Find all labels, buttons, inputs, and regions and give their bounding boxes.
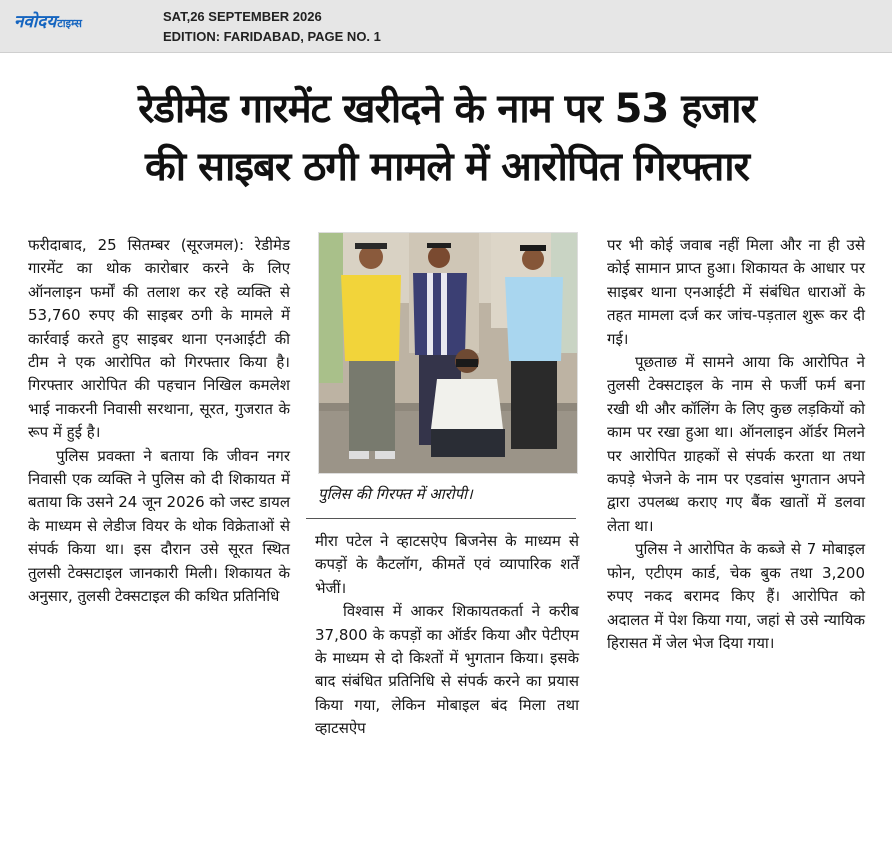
paragraph: पूछताछ में सामने आया कि आरोपित ने तुलसी टेक्सटाइल के नाम से फर्जी फर्म बना रखी थी और कॉलिंग के लिए कुछ लड़कियों को काम पर रखा हुआ था। ऑनलाइन ऑर्डर मिलने पर आरोपित ग्राहकों से संपर्क करता था तथा कपड़े भेजने के नाम पर एडवांस भुगतान अपने द्वारा उपलब्ध कराए गए बैंक खातों में डलवा लेता था।: [607, 353, 865, 535]
paragraph: विश्वास में आकर शिकायतकर्ता ने करीब 37,800 के कपड़ों का ऑर्डर किया और पेटीएम के माध्यम से दो किश्तों में भुगतान किया। इसके बाद संबंधित प्रतिनिधि से संपर्क करने का प्रयास किया गया, लेकिन मोबाइल बंद मिला तथा व्हाटसऐप: [315, 602, 579, 738]
article-column-3: [607, 234, 865, 655]
paragraph: पुलिस प्रवक्ता ने बताया कि जीवन नगर निवासी एक व्यक्ति ने पुलिस को दी शिकायत में बताया कि उसने 24 जून 2026 को जस्ट डायल के माध्यम से लेडीज वियर के थोक विक्रेताओं से संपर्क किया था। इस दौरान उसे सूरत स्थित तुलसी टेक्सटाइल जानकारी मिली। शिकायत के अनुसार, तुलसी टेक्सटाइल की कथित प्रतिनिधि: [28, 446, 290, 606]
headline-line-2: की साइबर ठगी मामले में आरोपित गिरफ्तार: [144, 144, 750, 190]
article-column-1: [28, 234, 290, 609]
article-photo: [318, 232, 578, 474]
caption-divider: [306, 518, 576, 519]
article-column-2: [315, 530, 579, 741]
logo-main-text: नवोदय: [14, 12, 57, 32]
article-headline: [22, 80, 872, 196]
logo-sub-text: टाइम्स: [57, 17, 82, 30]
epaper-header: [0, 0, 892, 53]
headline-line-1: रेडीमेड गारमेंट खरीदने के नाम पर 53 हजार: [138, 86, 756, 132]
police-arrest-photo: [319, 233, 577, 473]
newspaper-logo[interactable]: [14, 9, 82, 32]
publication-date: SAT,26 SEPTEMBER 2026: [163, 9, 322, 24]
paragraph: मीरा पटेल ने व्हाटसऐप बिजनेस के माध्यम से कपड़ों के कैटलॉग, कीमतें एवं व्यापारिक शर्तें भेजीं।: [315, 532, 579, 597]
paragraph: पुलिस ने आरोपित के कब्जे से 7 मोबाइल फोन, एटीएम कार्ड, चेक बुक तथा 3,200 रुपए नकद बरामद किए हैं। आरोपित को अदालत में पेश किया गया, जहां से उसे न्यायिक हिरासत में जेल भेज दिया गया।: [607, 540, 865, 652]
edition-info: [163, 7, 381, 47]
edition-page: EDITION: FARIDABAD, PAGE NO. 1: [163, 29, 381, 44]
paragraph: पर भी कोई जवाब नहीं मिला और ना ही उसे कोई सामान प्राप्त हुआ। शिकायत के आधार पर साइबर थाना एनआईटी में संबंधित धाराओं के तहत मामला दर्ज कर जांच-पड़ताल शुरू कर दी गई।: [607, 236, 865, 348]
photo-caption: पुलिस की गिरफ्त में आरोपी।: [318, 485, 473, 503]
paragraph: फरीदाबाद, 25 सितम्बर (सूरजमल): रेडीमेड गारमेंट का थोक कारोबार करने के लिए ऑनलाइन फर्मों की तलाश कर रहे व्यक्ति से 53,760 रुपए की साइबर ठगी के मामले में कार्रवाई करते हुए साइबर थाना एनआईटी की टीम ने एक आरोपित को गिरफ्तार किया है। गिरफ्तार आरोपित की पहचान निखिल कमलेश भाई नाकरनी निवासी सरथाना, सूरत, गुजरात के रूप में हुई है।: [28, 236, 290, 442]
